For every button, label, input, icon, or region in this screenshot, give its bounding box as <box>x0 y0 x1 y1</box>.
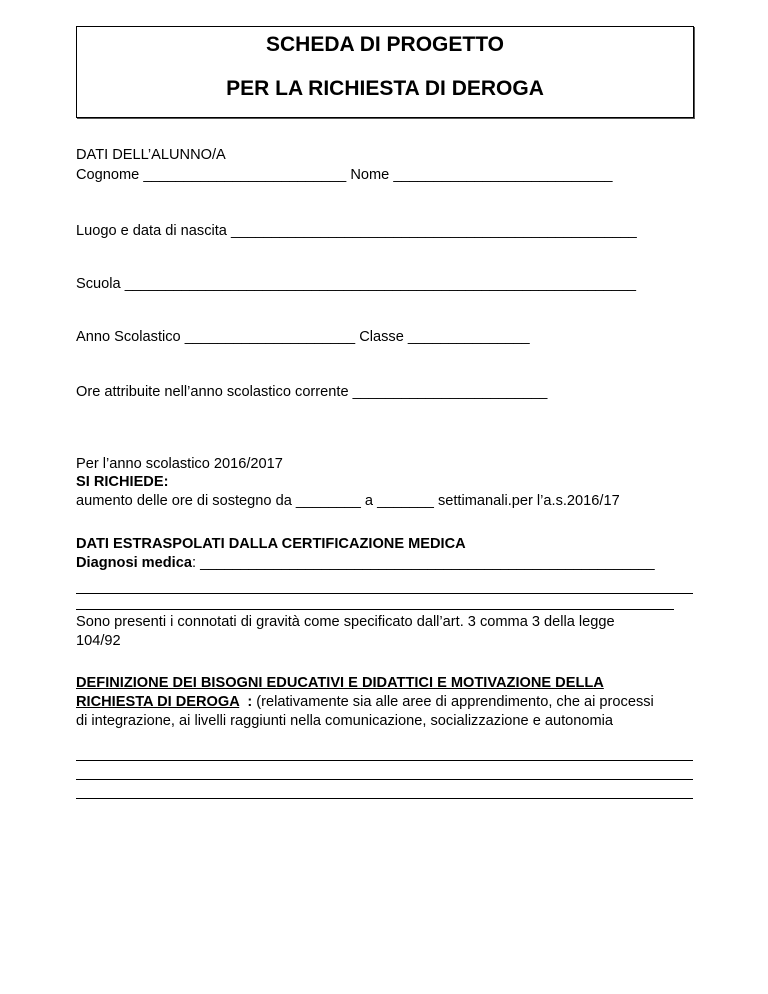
birth-label: Luogo e data di nascita <box>76 223 227 239</box>
needs-heading-2: RICHIESTA DI DEROGA <box>76 694 240 710</box>
surname-field[interactable]: _________________________ <box>143 167 347 183</box>
hours-row <box>76 384 547 401</box>
class-field[interactable]: _______________ <box>407 329 530 345</box>
year-label: Anno Scolastico <box>76 329 181 345</box>
diagnosis-line-3[interactable] <box>76 609 674 610</box>
name-label: Nome <box>350 167 390 183</box>
increase-prefix: aumento delle ore di sostegno da <box>76 493 292 509</box>
medical-heading: DATI ESTRASPOLATI DALLA CERTIFICAZIONE MEDICA <box>76 536 466 552</box>
hours-field[interactable]: ________________________ <box>352 384 548 400</box>
diagnosis-row <box>76 555 655 572</box>
hours-label: Ore attribuite nell’anno scolastico corrente <box>76 384 349 400</box>
connector: a <box>364 493 374 509</box>
increase-row <box>76 493 620 510</box>
needs-colon: : <box>239 694 253 710</box>
school-label: Scuola <box>76 276 121 292</box>
needs-desc-2: di integrazione, ai livelli raggiunti nella comunicazione, socializzazione e autonomia <box>76 713 614 729</box>
school-row <box>76 276 636 293</box>
student-section-label: DATI DELL’ALUNNO/A <box>76 147 226 163</box>
needs-row <box>76 694 654 711</box>
request-year-line: Per l’anno scolastico 2016/2017 <box>76 456 283 472</box>
diagnosis-line-2[interactable] <box>76 593 693 594</box>
name-field[interactable]: ___________________________ <box>393 167 613 183</box>
needs-line-2[interactable] <box>76 779 693 780</box>
severity-line-2: 104/92 <box>76 633 121 649</box>
surname-label: Cognome <box>76 167 140 183</box>
title-box <box>76 26 694 118</box>
surname-name-row <box>76 167 612 184</box>
severity-line-1: Sono presenti i connotati di gravità come specificato dall’art. 3 comma 3 della legge <box>76 614 615 630</box>
year-class-row <box>76 329 530 346</box>
to-hours-field[interactable]: _______ <box>377 493 434 509</box>
school-field[interactable]: _______________________________________________________________ <box>124 276 637 292</box>
diagnosis-label: Diagnosi medica <box>76 555 192 571</box>
birth-row <box>76 223 637 240</box>
needs-desc-1: (relativamente sia alle aree di apprendimento, che ai processi <box>252 694 654 710</box>
class-label: Classe <box>359 329 404 345</box>
diagnosis-colon: : <box>191 555 197 571</box>
needs-line-3[interactable] <box>76 798 693 799</box>
needs-line-1[interactable] <box>76 760 693 761</box>
page-subtitle: PER LA RICHIESTA DI DEROGA <box>226 77 544 100</box>
year-field[interactable]: _____________________ <box>184 329 356 345</box>
from-hours-field[interactable]: ________ <box>295 493 361 509</box>
birth-field[interactable]: __________________________________________________ <box>230 223 637 239</box>
page-title: SCHEDA DI PROGETTO <box>265 33 505 56</box>
needs-heading: DEFINIZIONE DEI BISOGNI EDUCATIVI E DIDATTICI E MOTIVAZIONE DELLA <box>76 675 604 691</box>
diagnosis-field[interactable]: ________________________________________________________ <box>200 555 655 571</box>
request-heading: SI RICHIEDE: <box>76 474 169 490</box>
increase-suffix: settimanali.per l’a.s.2016/17 <box>437 493 620 509</box>
